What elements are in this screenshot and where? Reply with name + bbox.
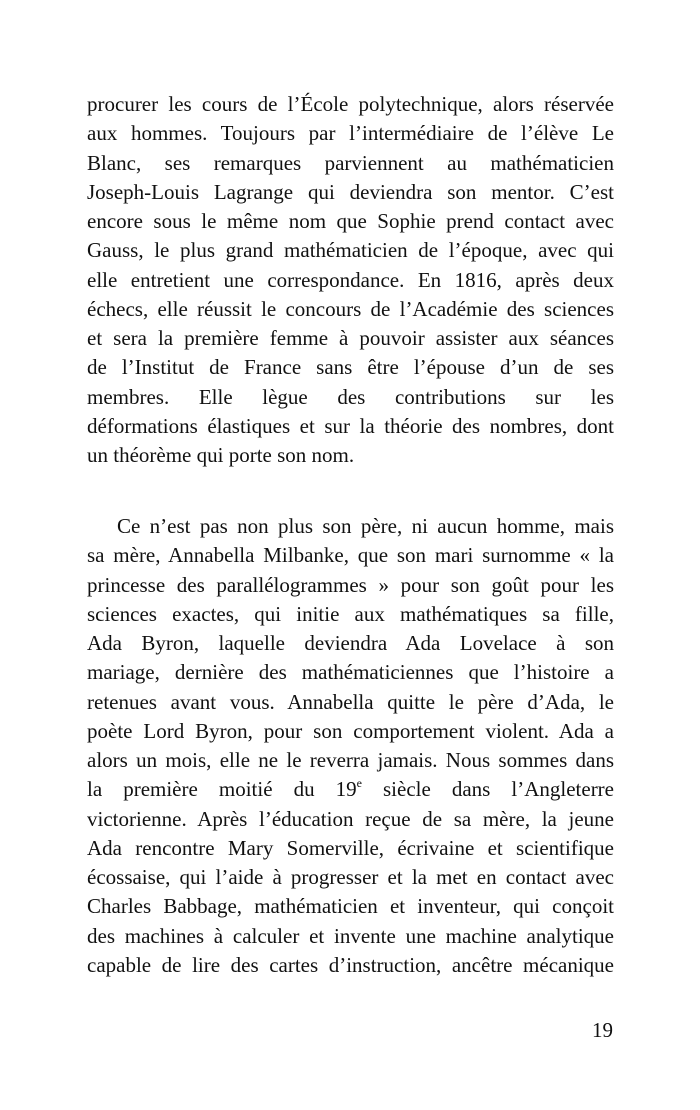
text-line: échecs, elle réussit le concours de l’Académie des sciences	[87, 296, 614, 321]
text-line: sa mère, Annabella Milbanke, que son mari surnomme « la	[87, 543, 614, 568]
text-line: Ce n’est pas non plus son père, ni aucun homme, mais	[117, 514, 614, 538]
text-line: membres. Elle lègue des contributions sur les	[87, 384, 614, 409]
text-line: poète Lord Byron, pour son comportement violent. Ada a	[87, 718, 614, 743]
text-line: alors un mois, elle ne le reverra jamais. Nous sommes dans	[87, 748, 614, 772]
text-line: victorienne. Après l’éducation reçue de sa mère, la jeune	[87, 806, 614, 831]
text-line: elle entretient une correspondance. En 1816, après deux	[87, 267, 614, 292]
text-line: sciences exactes, qui initie aux mathématiques sa fille,	[87, 601, 614, 626]
text-line: retenues avant vous. Annabella quitte le père d’Ada, le	[87, 689, 614, 714]
text-line: aux hommes. Toujours par l’intermédiaire de l’élève Le	[87, 121, 614, 146]
text-line: Blanc, ses remarques parviennent au mathématicien	[87, 150, 614, 175]
text-line: Joseph-Louis Lagrange qui deviendra son mentor. C’est	[87, 179, 614, 204]
text-line: Gauss, le plus grand mathématicien de l’époque, avec qui	[87, 238, 614, 263]
page-number: 19	[592, 1018, 613, 1042]
text-line: un théorème qui porte son nom.	[87, 443, 355, 467]
text-line: procurer les cours de l’École polytechnique, alors réservée	[87, 92, 614, 116]
text-line: encore sous le même nom que Sophie prend contact avec	[87, 209, 614, 233]
century-superscript: e	[356, 776, 362, 791]
century-text-before: la première moitié du 19	[87, 777, 357, 802]
text-line: Ada rencontre Mary Somerville, écrivaine et scientifique	[87, 835, 614, 860]
text-line: Ada Byron, laquelle deviendra Ada Lovelace à son	[87, 631, 614, 655]
text-line: capable de lire des cartes d’instruction, ancêtre mécanique	[87, 952, 614, 977]
text-line: écossaise, qui l’aide à progresser et la met en contact avec	[87, 865, 614, 889]
text-line-century	[87, 775, 614, 804]
text-line: princesse des parallélogrammes » pour son goût pour les	[87, 572, 614, 597]
text-line: et sera la première femme à pouvoir assister aux séances	[87, 326, 614, 350]
century-text-after: siècle dans l’Angleterre	[361, 777, 614, 802]
paragraph-1	[87, 90, 614, 470]
text-line: des machines à calculer et invente une machine analytique	[87, 923, 614, 948]
paragraph-2	[87, 512, 614, 980]
text-line: mariage, dernière des mathématiciennes que l’histoire a	[87, 660, 614, 685]
text-line: de l’Institut de France sans être l’épouse d’un de ses	[87, 355, 614, 380]
text-line: déformations élastiques et sur la théorie des nombres, dont	[87, 413, 614, 438]
text-line: Charles Babbage, mathématicien et inventeur, qui conçoit	[87, 894, 614, 919]
